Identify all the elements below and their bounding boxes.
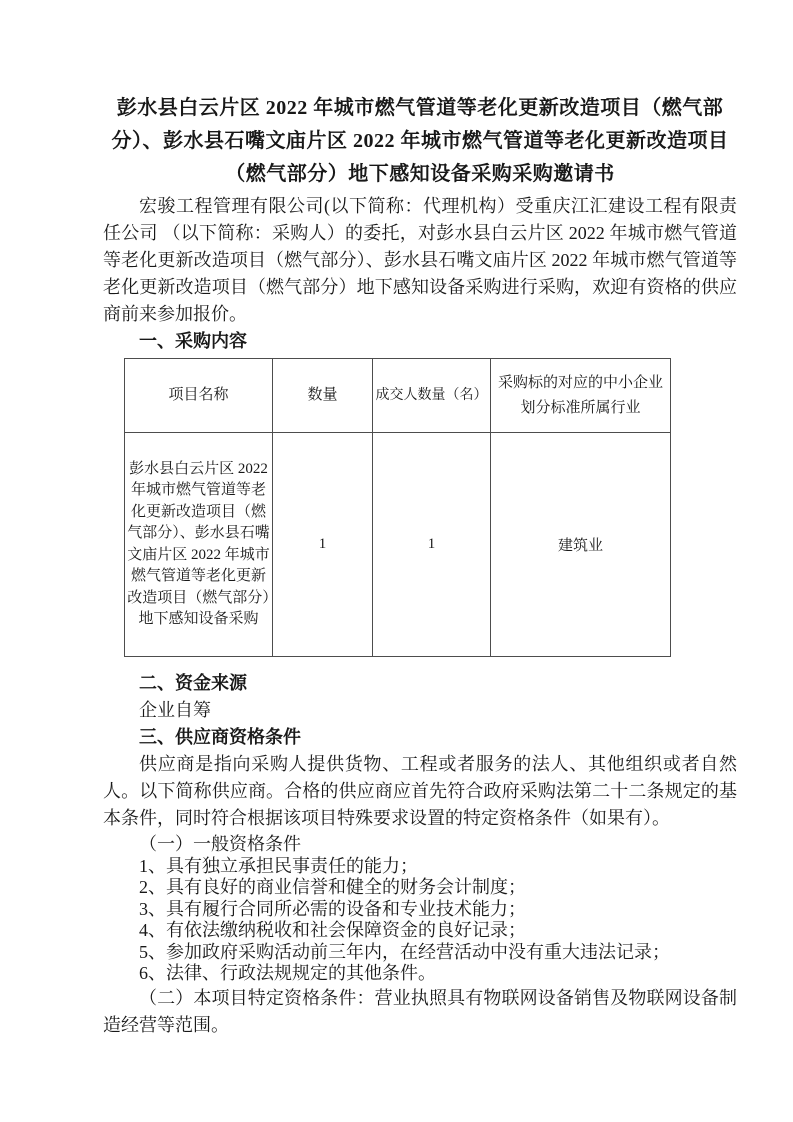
document-title: 彭水县白云片区 2022 年城市燃气管道等老化更新改造项目（燃气部分）、彭水县石嘴文庙片区 2022 年城市燃气管道等老化更新改造项目（燃气部分）地下感知设备采购采购邀请书: [111, 97, 729, 185]
specific-conditions-paragraph: （二）本项目特定资格条件：营业执照具有物联网设备销售及物联网设备制造经营等范围。: [103, 987, 737, 1035]
condition-item: 2、具有良好的商业信誉和健全的财务会计制度；: [139, 877, 526, 897]
supplier-definition-paragraph: 供应商是指向采购人提供货物、工程或者服务的法人、其他组织或者自然人。以下简称供应商。合格的供应商应首先符合政府采购法第二十二条规定的基本条件，同时符合根据该项目特殊要求设置的特定资格条件（如果有）。: [103, 754, 737, 828]
funding-source-text: 企业自筹: [139, 700, 211, 720]
section-procurement-heading: 一、采购内容: [139, 331, 247, 351]
table-header-project-name: 项目名称: [125, 359, 273, 433]
table-header-quantity: 数量: [273, 359, 373, 433]
condition-item: 5、参加政府采购活动前三年内，在经营活动中没有重大违法记录；: [139, 941, 670, 962]
section-funding-heading: 二、资金来源: [139, 673, 247, 693]
table-header-industry: 采购标的对应的中小企业划分标准所属行业: [491, 359, 671, 433]
table-header-row: [125, 359, 671, 433]
condition-item: 1、具有独立承担民事责任的能力；: [139, 855, 418, 876]
intro-paragraph: 宏骏工程管理有限公司(以下简称：代理机构）受重庆江汇建设工程有限责任公司 （以下简称：采购人）的委托，对彭水县白云片区 2022 年城市燃气管道等老化更新改造项目（燃气部分）、彭水县石嘴文庙片区 2022 年城市燃气管道等老化更新改造项目（燃气部分）地下感知设备采购进行采购，欢迎有资格的供应商前来参加报价。: [103, 196, 737, 324]
cell-winner-count: 1: [373, 433, 491, 657]
procurement-table: [124, 358, 671, 657]
condition-item: 4、有依法缴纳税收和社会保障资金的良好记录；: [139, 920, 526, 940]
general-conditions-heading: （一）一般资格条件: [139, 834, 301, 854]
table-row: [125, 433, 671, 657]
table-header-winner-count: 成交人数量（名）: [373, 359, 491, 433]
condition-item: 6、法律、行政法规规定的其他条件。: [139, 963, 436, 983]
cell-project-name: 彭水县白云片区 2022 年城市燃气管道等老化更新改造项目（燃气部分）、彭水县石嘴文庙片区 2022 年城市燃气管道等老化更新改造项目（燃气部分）地下感知设备采购: [125, 433, 273, 657]
cell-industry: 建筑业: [491, 433, 671, 657]
condition-item: 3、具有履行合同所必需的设备和专业技术能力；: [139, 898, 526, 919]
cell-quantity: 1: [273, 433, 373, 657]
section-qualification-heading: 三、供应商资格条件: [139, 727, 301, 747]
general-conditions-block: [103, 834, 737, 985]
